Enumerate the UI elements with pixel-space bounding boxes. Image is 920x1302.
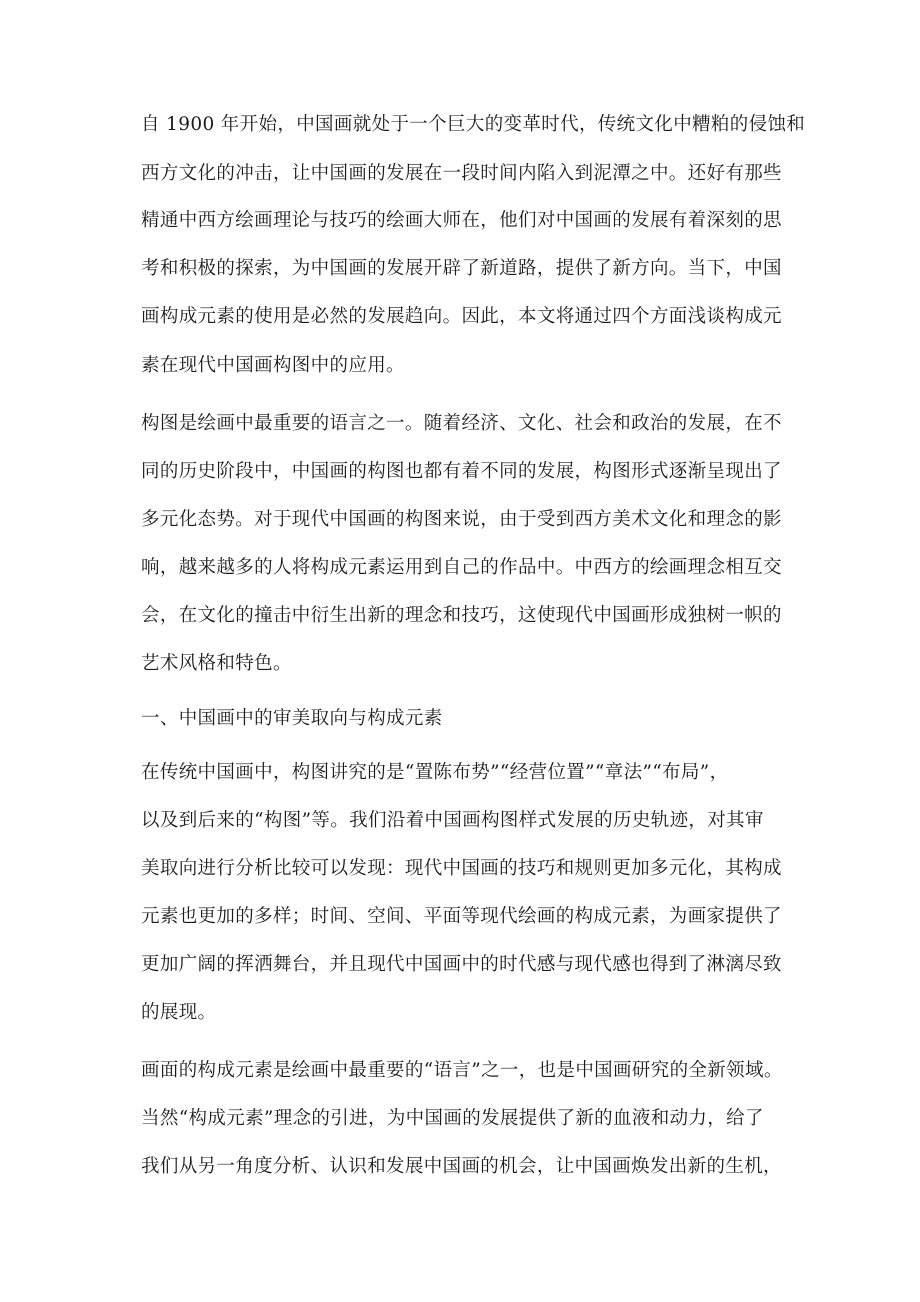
paragraph-1-line-2: 西方文化的冲击，让中国画的发展在一段时间内陷入到泥潭之中。还好有那些 [141,163,782,184]
paragraph-1-line-5: 画构成元素的使用是必然的发展趋向。因此，本文将通过四个方面浅谈构成元 [141,306,782,327]
paragraph-3-line-1: 在传统中国画中，构图讲究的是“置陈布势”“经营位置”“章法”“布局”， [141,762,729,783]
paragraph-2-line-5: 会，在文化的撞击中衍生出新的理念和技巧，这使现代中国画形成独树一帜的 [141,605,782,626]
paragraph-1-line-1: 自 1900 年开始，中国画就处于一个巨大的变革时代，传统文化中糟粕的侵蚀和 [141,114,806,135]
paragraph-3-line-4: 元素也更加的多样；时间、空间、平面等现代绘画的构成元素，为画家提供了 [141,906,782,927]
paragraph-3-line-6: 的展现。 [141,1002,217,1023]
paragraph-4-line-1: 画面的构成元素是绘画中最重要的“语言”之一，也是中国画研究的全新领域。 [141,1060,783,1081]
paragraph-3-line-3: 美取向进行分析比较可以发现：现代中国画的技巧和规则更加多元化，其构成 [141,858,782,879]
paragraph-1-line-6: 素在现代中国画构图中的应用。 [141,355,405,376]
paragraph-2-line-1: 构图是绘画中最重要的语言之一。随着经济、文化、社会和政治的发展，在不 [141,413,782,434]
paragraph-4-line-3: 我们从另一角度分析、认识和发展中国画的机会，让中国画焕发出新的生机， [141,1156,782,1177]
paragraph-4-line-2: 当然“构成元素”理念的引进，为中国画的发展提供了新的血液和动力，给了 [141,1108,764,1129]
paragraph-3-line-2: 以及到后来的“构图”等。我们沿着中国画构图样式发展的历史轨迹，对其审 [141,810,764,831]
paragraph-2-line-3: 多元化态势。对于现代中国画的构图来说，由于受到西方美术文化和理念的影 [141,509,782,530]
paragraph-3-line-5: 更加广阔的挥洒舞台，并且现代中国画中的时代感与现代感也得到了淋漓尽致 [141,954,782,975]
paragraph-2-line-6: 艺术风格和特色。 [141,653,292,674]
section-heading: 一、中国画中的审美取向与构成元素 [141,708,443,729]
paragraph-1-line-4: 考和积极的探索，为中国画的发展开辟了新道路，提供了新方向。当下，中国 [141,258,782,279]
paragraph-1-line-3: 精通中西方绘画理论与技巧的绘画大师在，他们对中国画的发展有着深刻的思 [141,210,782,231]
paragraph-2-line-2: 同的历史阶段中，中国画的构图也都有着不同的发展，构图形式逐渐呈现出了 [141,461,782,482]
paragraph-2-line-4: 响，越来越多的人将构成元素运用到自己的作品中。中西方的绘画理念相互交 [141,557,782,578]
